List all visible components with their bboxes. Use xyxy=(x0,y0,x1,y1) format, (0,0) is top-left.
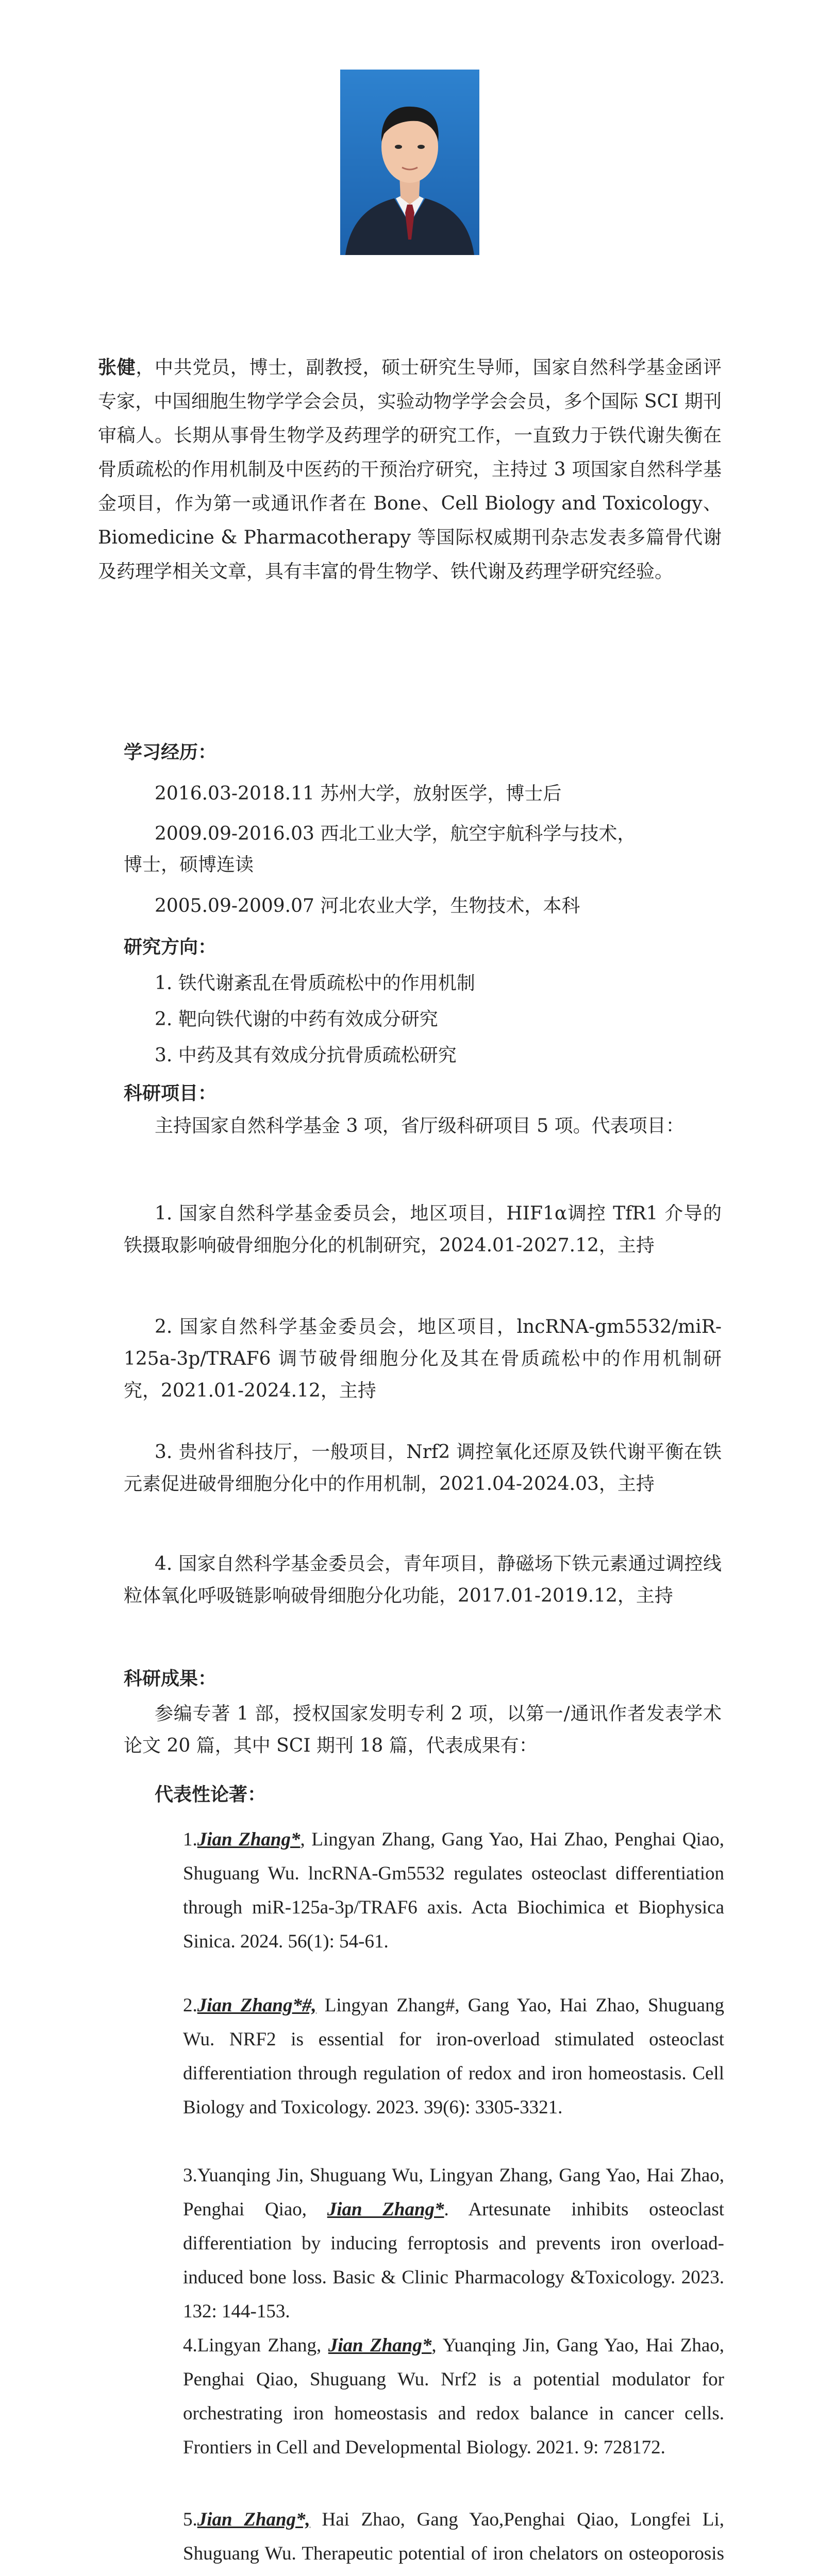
paper-item xyxy=(183,1823,724,1959)
projects-intro: 主持国家自然科学基金 3 项，省厅级科研项目 5 项。代表项目： xyxy=(155,1115,685,1137)
paper-item xyxy=(183,2329,724,2465)
paper-citation: Lingyan Zhang#, Gang Yao, Hai Zhao, Shuguang Wu. NRF2 is essential for iron-overload stimulated osteoclast differentiation through regulation of redox and iron homeostasis. Cell Biology and Toxicology. 2023. 39(6): 3305-3321. xyxy=(183,1995,724,2118)
research-item: 1. 铁代谢紊乱在骨质疏松中的作用机制 xyxy=(155,973,475,994)
paper-citation-prefix: 4.Lingyan Zhang, xyxy=(183,2335,328,2356)
research-item: 3. 中药及其有效成分抗骨质疏松研究 xyxy=(155,1045,457,1066)
biography-paragraph xyxy=(98,350,722,589)
project-item: 1. 国家自然科学基金委员会，地区项目，HIF1α调控 TfR1 介导的铁摄取影响破骨细胞分化的机制研究，2024.01-2027.12，主持 xyxy=(124,1203,722,1256)
paper-number: 1. xyxy=(183,1829,197,1850)
project-item: 2. 国家自然科学基金委员会，地区项目，lncRNA-gm5532/miR-125a-3p/TRAF6 调节破骨细胞分化及其在骨质疏松中的作用机制研究，2021.01-2024.12，主持 xyxy=(124,1316,722,1401)
author-highlight: Jian Zhang* xyxy=(328,2335,432,2356)
paper-number: 5. xyxy=(183,2509,197,2530)
paper-citation: , Lingyan Zhang, Gang Yao, Hai Zhao, Penghai Qiao, Shuguang Wu. lncRNA-Gm5532 regulates osteoclast differentiation through miR-125a-3p/TRAF6 axis. Acta Biochimica et Biophysica Sinica. 2024. 56(1): 54-61. xyxy=(183,1829,724,1952)
author-highlight: Jian Zhang*, xyxy=(197,2509,310,2530)
author-highlight: Jian Zhang*#, xyxy=(197,1995,316,2016)
paper-citation: Hai Zhao, Gang Yao,Penghai Qiao, Longfei Li, Shuguang Wu. Therapeutic potential of iron chelators on osteoporosis xyxy=(183,2509,724,2564)
project-item: 3. 贵州省科技厅，一般项目，Nrf2 调控氧化还原及铁代谢平衡在铁元素促进破骨细胞分化中的作用机制，2021.04-2024.03，主持 xyxy=(124,1442,722,1495)
achievements-heading: 科研成果： xyxy=(124,1668,217,1689)
education-heading: 学习经历： xyxy=(124,741,217,763)
person-name: 张健 xyxy=(98,357,136,378)
author-highlight: Jian Zhang* xyxy=(197,1829,301,1850)
projects-heading: 科研项目： xyxy=(124,1082,217,1104)
education-item: 2016.03-2018.11 苏州大学，放射医学，博士后 xyxy=(155,783,562,804)
paper-item xyxy=(183,1989,724,2125)
project-item: 4. 国家自然科学基金委员会，青年项目，静磁场下铁元素通过调控线粒体氧化呼吸链影响破骨细胞分化功能，2017.01-2019.12，主持 xyxy=(124,1553,722,1606)
research-heading: 研究方向： xyxy=(124,936,217,958)
achievements-intro: 参编专著 1 部，授权国家发明专利 2 项，以第一/通讯作者发表学术论文 20 篇，其中 SCI 期刊 18 篇，代表成果有： xyxy=(124,1703,722,1756)
paper-item xyxy=(183,2503,724,2576)
portrait-photo xyxy=(340,70,479,255)
paper-citation-prefix: 3.Yuanqing Jin, Shuguang Wu, Lingyan Zhang, Gang Yao, Hai Zhao, Penghai Qiao, xyxy=(183,2165,724,2220)
paper-citation: . Artesunate inhibits osteoclast differentiation by inducing ferroptosis and prevents iron overload-induced bone loss. Basic & Clinic Pharmacology &Toxicology. 2023. 132: 144-153. xyxy=(183,2199,724,2322)
biography-text: ，中共党员，博士，副教授，硕士研究生导师，国家自然科学基金函评专家，中国细胞生物学学会会员，实验动物学学会会员，多个国际 SCI 期刊审稿人。长期从事骨生物学及药理学的研究工作，一直致力于铁代谢失衡在骨质疏松的作用机制及中医药的干预治疗研究，主持过 3 项国家自然科学基金项目，作为第一或通讯作者在 Bone、Cell Biology and Toxicology、Biomedicine & Pharmacotherapy 等国际权威期刊杂志发表多篇骨代谢及药理学相关文章，具有丰富的骨生物学、铁代谢及药理学研究经验。 xyxy=(98,357,722,582)
papers-heading: 代表性论著： xyxy=(155,1784,266,1805)
education-item: 2005.09-2009.07 河北农业大学，生物技术，本科 xyxy=(155,895,580,917)
paper-citation: , Yuanqing Jin, Gang Yao, Hai Zhao, Penghai Qiao, Shuguang Wu. Nrf2 is a potential modulator for orchestrating iron homeostasis and redox balance in cancer cells. Frontiers in Cell and Developmental Biology. 2021. 9: 728172. xyxy=(183,2335,724,2458)
paper-item xyxy=(183,2159,724,2329)
education-item: 2009.09-2016.03 西北工业大学，航空宇航科学与技术， xyxy=(155,823,636,844)
paper-number: 2. xyxy=(183,1995,197,2016)
person-avatar-icon xyxy=(340,70,479,255)
author-highlight: Jian Zhang* xyxy=(327,2199,444,2220)
research-item: 2. 靶向铁代谢的中药有效成分研究 xyxy=(155,1009,438,1030)
education-item: 博士，硕博连读 xyxy=(124,854,254,875)
